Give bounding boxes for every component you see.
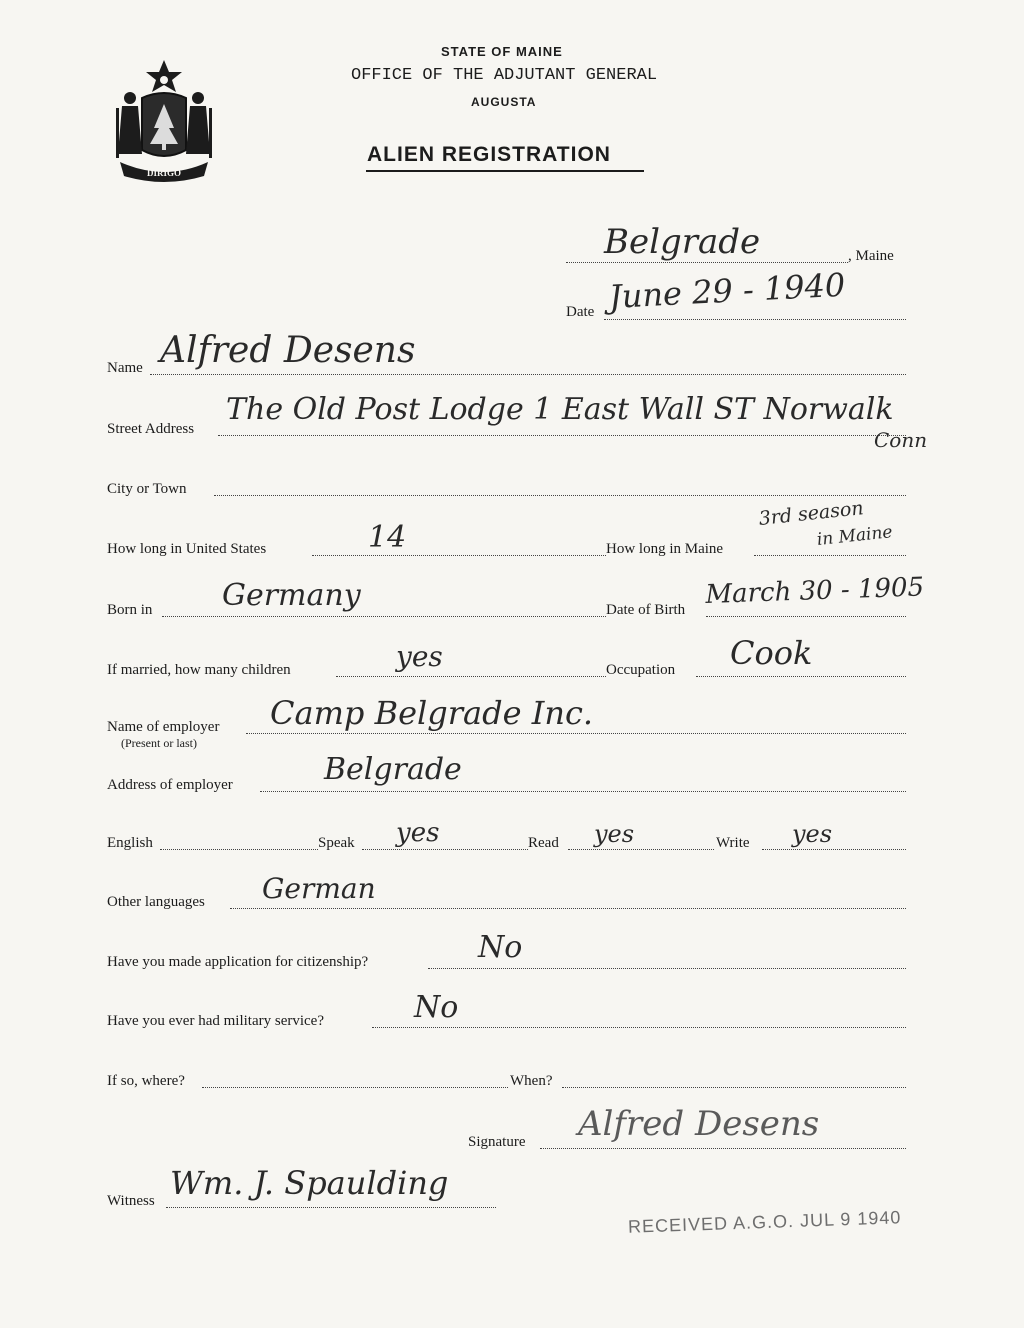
witness-label: Witness: [107, 1193, 155, 1209]
how-long-us-label: How long in United States: [107, 541, 267, 557]
citizenship-value: No: [478, 930, 523, 965]
employer-label: Name of employer: [107, 719, 220, 735]
occupation-label: Occupation: [606, 662, 676, 678]
street-address-value: The Old Post Lodge 1 East Wall ST Norwalk: [226, 392, 894, 427]
employer-address-line: [260, 791, 906, 792]
children-value: yes: [396, 640, 443, 673]
witness-line: [166, 1207, 496, 1208]
svg-text:DIRIGO: DIRIGO: [146, 168, 182, 178]
where-line: [202, 1087, 508, 1088]
signature-value: Alfred Desens: [578, 1104, 820, 1144]
where-label: If so, where?: [107, 1073, 185, 1089]
signature-label: Signature: [468, 1134, 526, 1150]
how-long-us-line: [312, 555, 606, 556]
occupation-line: [696, 676, 906, 677]
other-languages-label: Other languages: [107, 894, 205, 910]
citizenship-line: [428, 968, 906, 969]
date-of-birth-line: [706, 616, 906, 617]
other-languages-line: [230, 908, 906, 909]
citizenship-label: Have you made application for citizenship?: [107, 954, 369, 970]
write-line: [762, 849, 906, 850]
city-line: [214, 495, 906, 496]
employer-line: [246, 733, 906, 734]
born-in-value: Germany: [222, 578, 361, 613]
how-long-maine-line: [754, 555, 906, 556]
date-line: [604, 319, 906, 320]
when-line: [562, 1087, 906, 1088]
name-line: [150, 374, 906, 375]
employer-address-label: Address of employer: [107, 777, 233, 793]
how-long-us-value: 14: [368, 520, 407, 555]
name-label: Name: [107, 360, 143, 376]
how-long-maine-value: 3rd season: [757, 497, 865, 530]
other-languages-value: German: [262, 872, 376, 905]
speak-line: [362, 849, 528, 850]
date-value: June 29 - 1940: [608, 265, 847, 316]
employer-address-value: Belgrade: [324, 752, 462, 787]
write-label: Write: [716, 835, 750, 851]
state-heading: STATE OF MAINE: [441, 44, 563, 59]
office-heading: OFFICE OF THE ADJUTANT GENERAL: [351, 66, 658, 85]
street-address-label: Street Address: [107, 421, 195, 437]
write-value: yes: [792, 820, 833, 848]
how-long-maine-value-2: in Maine: [815, 522, 894, 550]
read-line: [568, 849, 714, 850]
speak-value: yes: [396, 818, 440, 848]
speak-label: Speak: [318, 835, 355, 851]
signature-line: [540, 1148, 906, 1149]
born-in-label: Born in: [107, 602, 153, 618]
employer-sublabel: (Present or last): [121, 736, 197, 750]
name-value: Alfred Desens: [160, 330, 416, 371]
street-address-state: Conn: [874, 428, 928, 452]
military-value: No: [414, 990, 459, 1025]
city-label: City or Town: [107, 481, 187, 497]
witness-value: Wm. J. Spaulding: [170, 1164, 449, 1202]
children-label: If married, how many children: [107, 662, 291, 678]
date-of-birth-label: Date of Birth: [606, 602, 686, 618]
how-long-maine-label: How long in Maine: [606, 541, 724, 557]
street-address-line: [218, 435, 906, 436]
received-stamp: RECEIVED A.G.O. JUL 9 1940: [627, 1207, 902, 1237]
date-label: Date: [566, 304, 595, 320]
page-title: ALIEN REGISTRATION: [367, 143, 611, 166]
place-value: Belgrade: [604, 222, 761, 262]
english-line: [160, 849, 318, 850]
title-underline: [366, 170, 644, 172]
city-heading: AUGUSTA: [471, 95, 537, 109]
english-label: English: [107, 835, 153, 851]
born-in-line: [162, 616, 606, 617]
read-label: Read: [528, 835, 559, 851]
military-line: [372, 1027, 906, 1028]
when-label: When?: [510, 1073, 553, 1089]
date-of-birth-value: March 30 - 1905: [704, 572, 925, 610]
state-seal-icon: [112, 58, 216, 184]
place-line: [566, 262, 848, 263]
read-value: yes: [594, 820, 635, 848]
occupation-value: Cook: [730, 634, 813, 672]
employer-value: Camp Belgrade Inc.: [270, 694, 594, 732]
children-line: [336, 676, 606, 677]
maine-label: , Maine: [848, 248, 894, 264]
military-label: Have you ever had military service?: [107, 1013, 324, 1029]
